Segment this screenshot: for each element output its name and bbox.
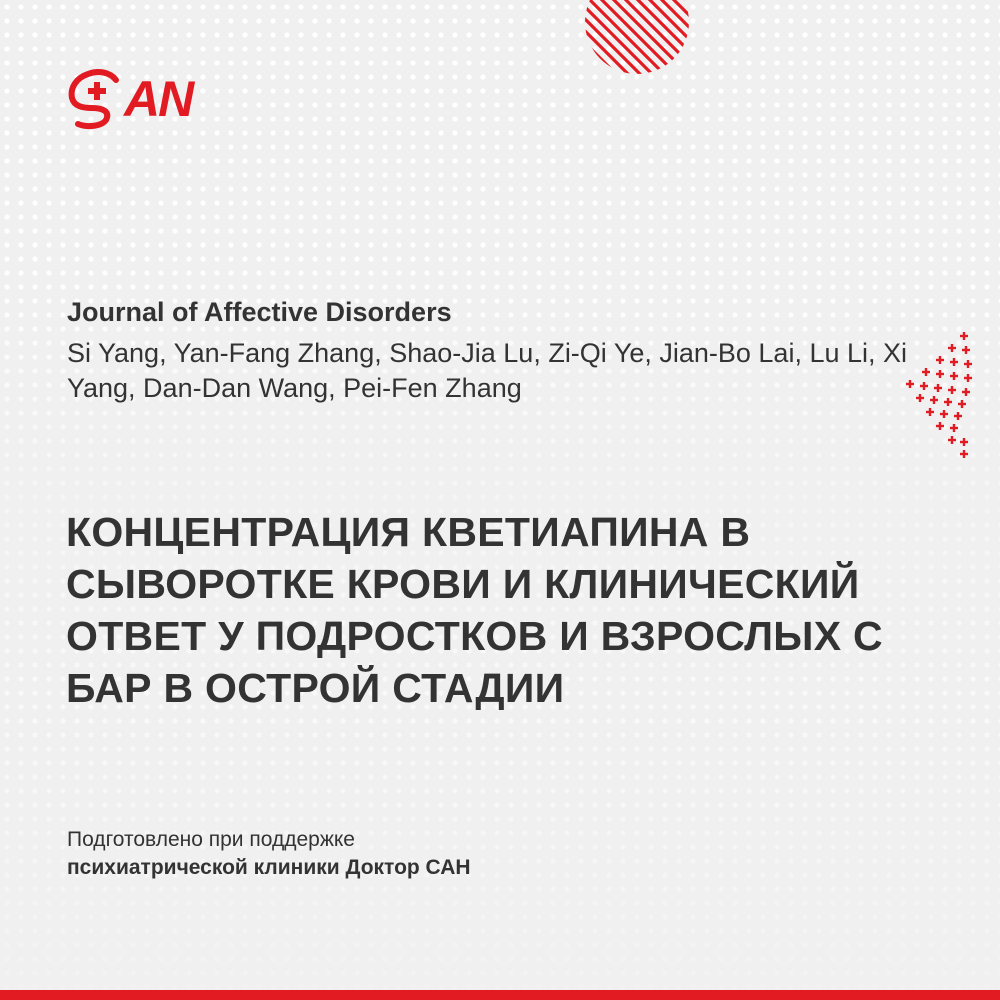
authors-list: Si Yang, Yan-Fang Zhang, Shao-Jia Lu, Zi-Qi Ye, Jian-Bo Lai, Lu Li, Xi Yang, Dan-Dan Wang, Pei-Fen Zhang: [67, 338, 908, 403]
cross-mark: [948, 344, 956, 352]
cross-mark: [960, 332, 968, 340]
cross-mark: [906, 380, 914, 388]
cross-mark: [936, 370, 944, 378]
cross-mark: [950, 358, 958, 366]
cross-mark: [950, 424, 958, 432]
san-clinic-logo: [66, 66, 216, 132]
support-line-1: Подготовлено при поддержке: [67, 828, 355, 851]
logo-text: AN: [124, 71, 193, 127]
cross-mark: [922, 368, 930, 376]
cross-mark: [964, 374, 972, 382]
support-line-2: психиатрической клиники Доктор САН: [67, 856, 471, 879]
cross-mark: [936, 356, 944, 364]
journal-title: Journal of Affective Disorders: [67, 297, 452, 327]
cross-mark: [964, 360, 972, 368]
cross-mark: [948, 436, 956, 444]
cross-mark: [948, 386, 956, 394]
cross-mark: [960, 438, 968, 446]
headline: КОНЦЕНТРАЦИЯ КВЕТИАПИНА В СЫВОРОТКЕ КРОВИ И КЛИНИЧЕСКИЙ ОТВЕТ У ПОДРОСТКОВ И ВЗРОСЛЫХ С БАР В ОСТРОЙ СТАДИИ: [66, 509, 883, 711]
support-note: [67, 826, 471, 882]
cross-mark: [958, 400, 966, 408]
cross-mark: [962, 346, 970, 354]
san-clinic-logo-icon: [66, 66, 128, 132]
cross-mark: [920, 382, 928, 390]
cross-mark: [950, 372, 958, 380]
striped-circle-icon: [582, 0, 692, 80]
cross-mark: [960, 450, 968, 458]
cross-mark: [916, 394, 924, 402]
cross-mark: [940, 410, 948, 418]
cross-mark: [954, 412, 962, 420]
cross-mark: [962, 388, 970, 396]
bottom-accent-bar: [0, 990, 1000, 1000]
cross-mark: [936, 422, 944, 430]
red-cross-pattern-icon: [896, 328, 986, 468]
cross-mark: [926, 408, 934, 416]
cross-mark: [934, 384, 942, 392]
cross-mark: [944, 398, 952, 406]
cross-mark: [930, 396, 938, 404]
